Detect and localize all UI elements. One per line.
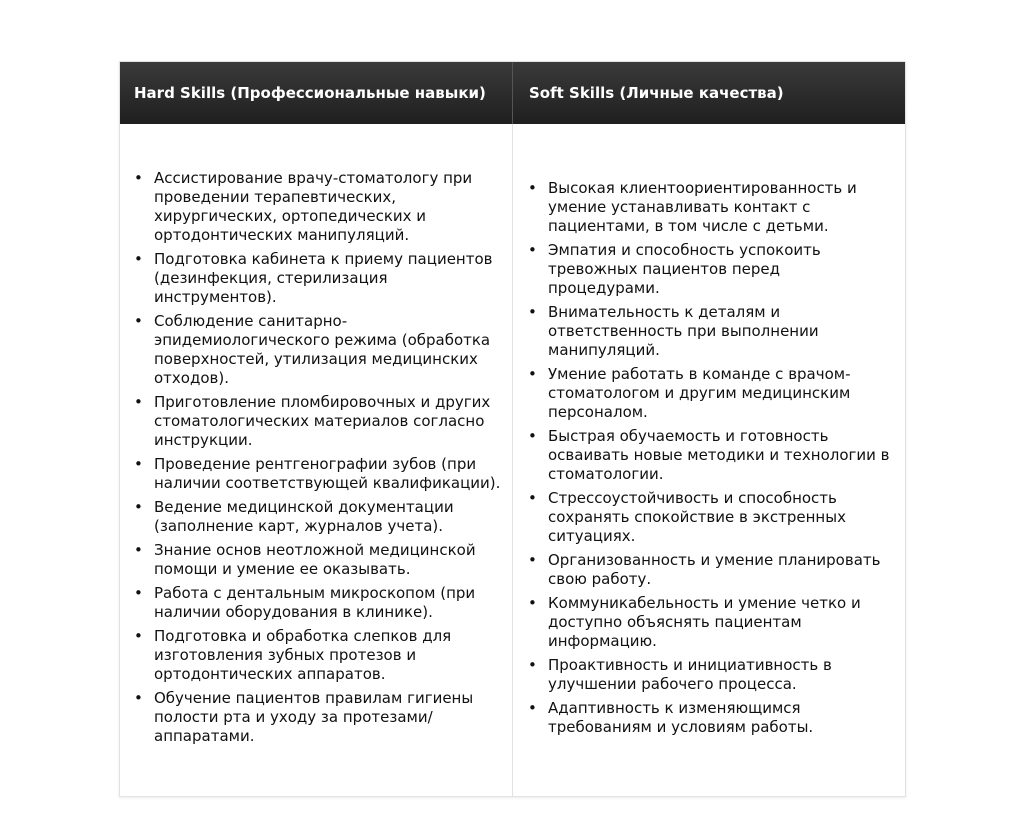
bullet-icon: • [528, 240, 537, 259]
list-item: • Соблюдение санитарно-эпидемиологического режима (обработка поверхностей, утилизация медицинских отходов). [134, 312, 491, 387]
list-item: • Умение работать в команде с врачом-стоматологом и другим медицинским персоналом. [528, 364, 851, 421]
bullet-icon: • [134, 393, 143, 411]
bullet-icon: • [134, 169, 143, 187]
bullet-icon: • [528, 698, 537, 717]
bullet-icon: • [134, 627, 143, 645]
bullet-icon: • [528, 593, 537, 612]
hard-skills-cell [120, 124, 512, 796]
hard-skills-list [120, 169, 512, 751]
list-item: • Эмпатия и способность успокоить тревожных пациентов перед процедурами. [528, 240, 821, 297]
bullet-icon: • [134, 541, 143, 559]
bullet-icon: • [528, 302, 537, 321]
list-item: • Ведение медицинской документации (заполнение карт, журналов учета). [134, 498, 454, 535]
list-item: • Адаптивность к изменяющимся требованиям и условиям работы. [528, 698, 814, 736]
bullet-icon: • [528, 364, 537, 383]
bullet-icon: • [528, 426, 537, 445]
soft-skills-cell [512, 124, 905, 796]
bullet-icon: • [528, 178, 537, 197]
bullet-icon: • [134, 312, 143, 330]
table-body-row [120, 124, 905, 796]
bullet-icon: • [134, 455, 143, 473]
list-item: • Приготовление пломбировочных и других стоматологических материалов согласно инструкции. [134, 393, 491, 449]
list-item: • Высокая клиентоориентированность и умение устанавливать контакт с пациентами, в том числе с детьми. [528, 178, 857, 235]
list-item: • Подготовка и обработка слепков для изготовления зубных протезов и ортодонтических аппаратов. [134, 627, 452, 683]
skills-table [119, 61, 906, 797]
list-item: • Быстрая обучаемость и готовность осваивать новые методики и технологии в стоматологии. [528, 426, 890, 483]
list-item: • Проведение рентгенографии зубов (при наличии соответствующей квалификации). [134, 455, 501, 492]
bullet-icon: • [134, 689, 143, 707]
bullet-icon: • [528, 488, 537, 507]
list-item: • Стрессоустойчивость и способность сохранять спокойствие в экстренных ситуациях. [528, 488, 846, 545]
list-item: • Организованность и умение планировать свою работу. [528, 550, 881, 588]
list-item: • Ассистирование врачу-стоматологу при проведении терапевтических, хирургических, ортопедических и ортодонтических манипуляций. [134, 169, 473, 244]
list-item: • Работа с дентальным микроскопом (при наличии оборудования в клинике). [134, 584, 476, 621]
bullet-icon: • [528, 550, 537, 569]
table-header-row [120, 62, 905, 124]
bullet-icon: • [528, 655, 537, 674]
soft-skills-header: Soft Skills (Личные качества) [512, 62, 905, 124]
list-item: • Внимательность к деталям и ответственность при выполнении манипуляций. [528, 302, 819, 359]
list-item: • Знание основ неотложной медицинской помощи и умение ее оказывать. [134, 541, 476, 578]
list-item: • Проактивность и инициативность в улучшении рабочего процесса. [528, 655, 832, 693]
bullet-icon: • [134, 498, 143, 516]
list-item: • Коммуникабельность и умение четко и доступно объяснять пациентам информацию. [528, 593, 861, 650]
bullet-icon: • [134, 250, 143, 268]
hard-skills-header: Hard Skills (Профессиональные навыки) [134, 83, 486, 102]
list-item: • Обучение пациентов правилам гигиены полости рта и уходу за протезами/ аппаратами. [134, 689, 474, 745]
soft-skills-list [513, 179, 905, 742]
bullet-icon: • [134, 584, 143, 602]
list-item: • Подготовка кабинета к приему пациентов (дезинфекция, стерилизация инструментов). [134, 250, 493, 306]
